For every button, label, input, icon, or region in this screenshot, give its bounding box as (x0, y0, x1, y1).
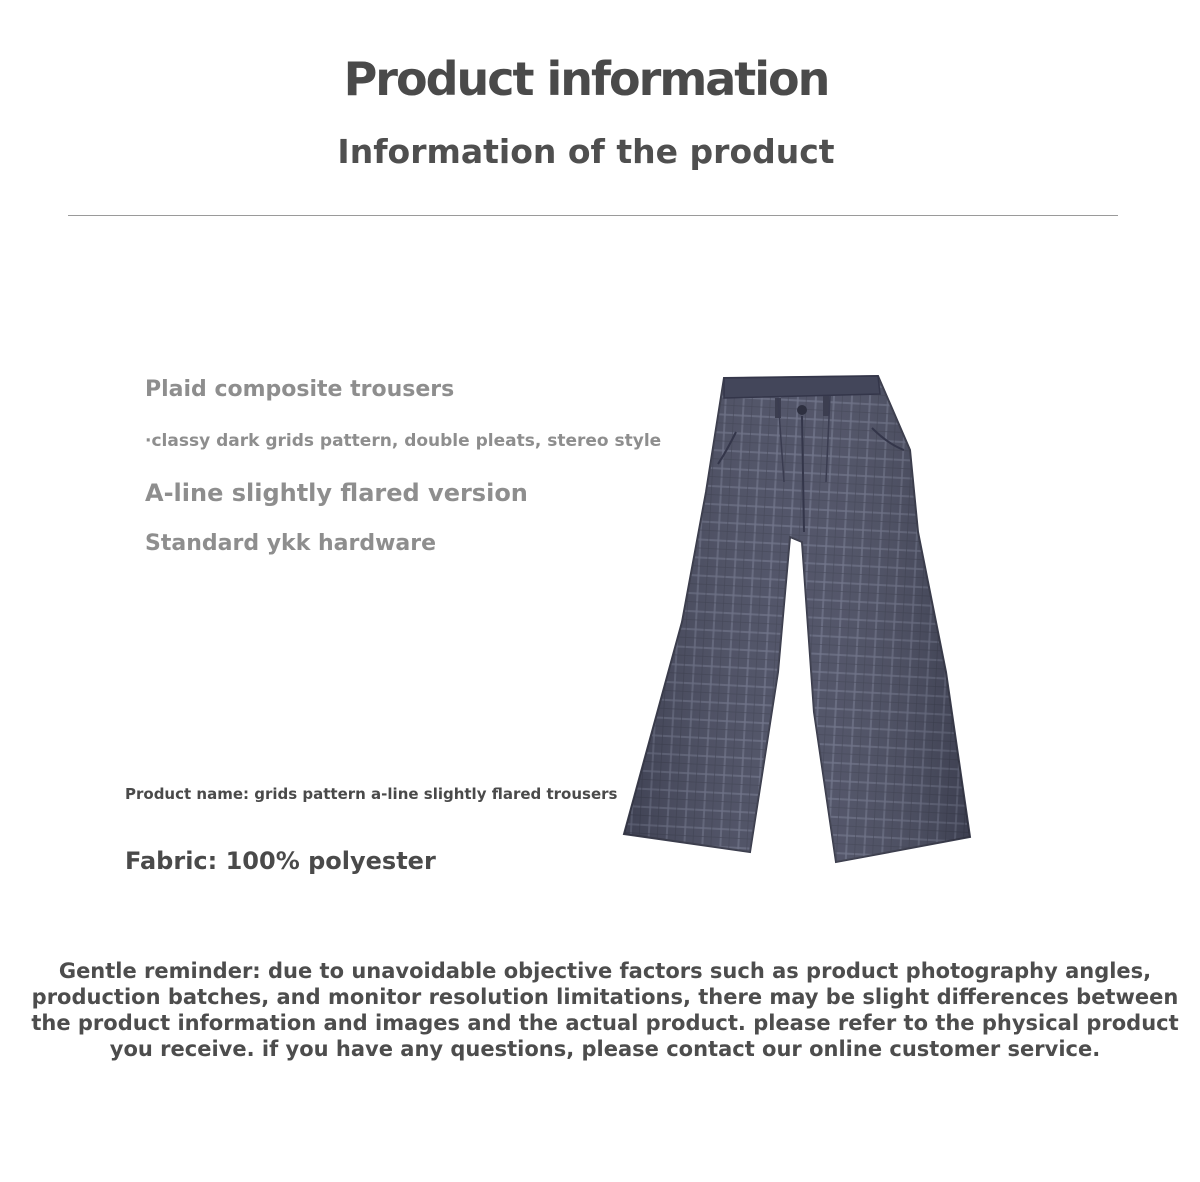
feature-fit-version: A-line slightly flared version (145, 479, 528, 507)
gentle-reminder-notice: Gentle reminder: due to unavoidable objective factors such as product photography angles, production batches, and monitor resolution limitations, there may be slight differences between the product information and images and the actual product. please refer to the physical product you receive. if you have any questions, please contact our online customer service. (31, 959, 1179, 1061)
product-fabric: Fabric: 100% polyester (125, 847, 436, 875)
page-title: Product information (343, 52, 829, 106)
section-divider (68, 215, 1118, 216)
feature-pattern-description: ·classy dark grids pattern, double pleats, stereo style (145, 431, 662, 451)
feature-hardware: Standard ykk hardware (145, 531, 437, 556)
product-name: Product name: grids pattern a-line slightly flared trousers (125, 785, 618, 803)
feature-trousers-type: Plaid composite trousers (145, 377, 455, 402)
plaid-trousers-image (618, 372, 976, 868)
page-subtitle: Information of the product (337, 132, 835, 171)
